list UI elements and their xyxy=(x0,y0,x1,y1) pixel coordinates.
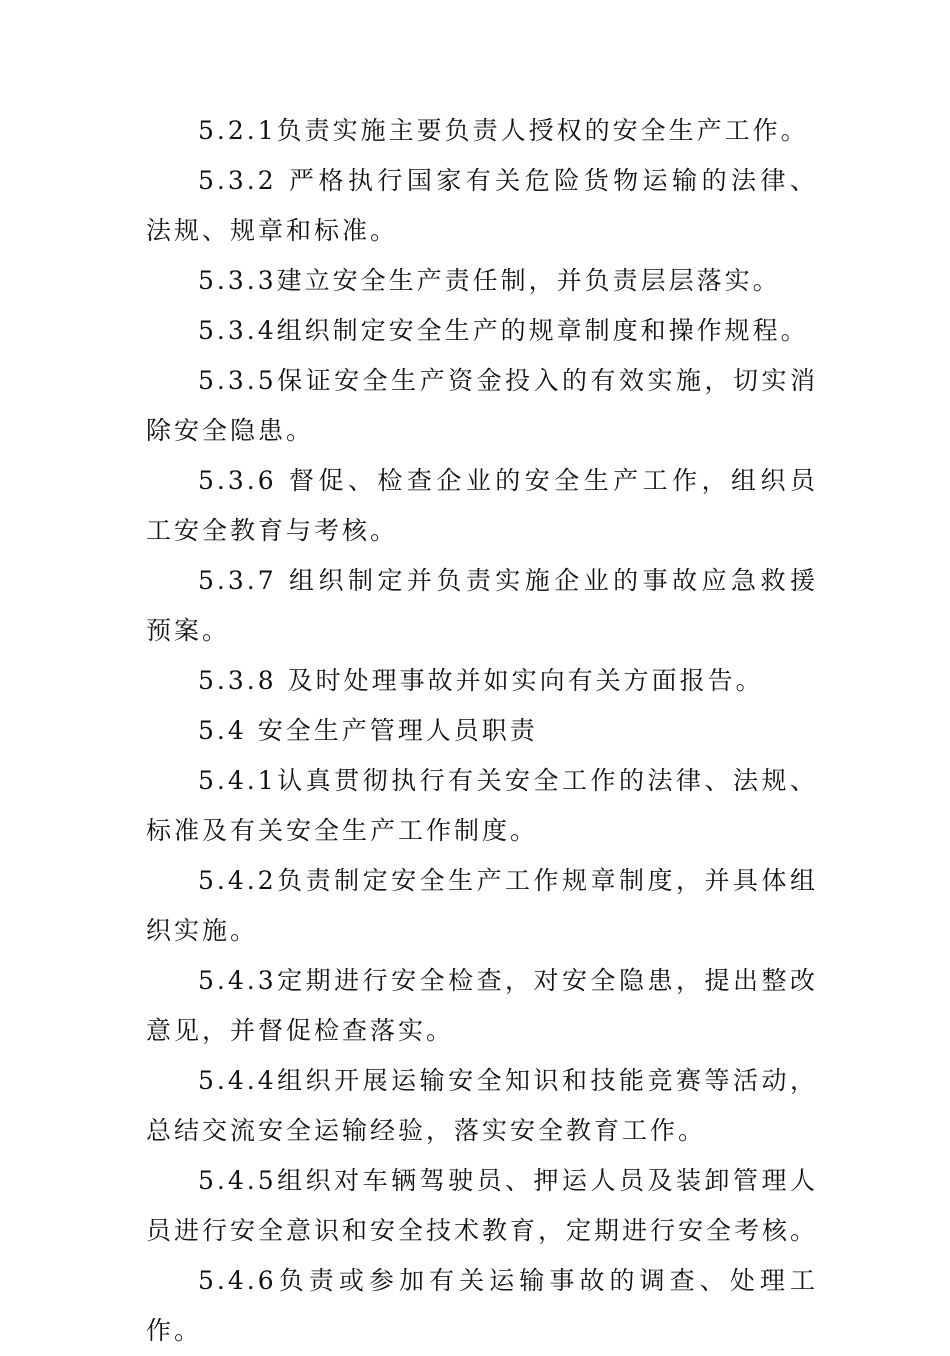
clause-number: 5.3.2 xyxy=(198,166,290,195)
clause-number: 5.4.2 xyxy=(198,866,277,895)
clause-text: 认真贯彻执行有关安全工作的法律、法规、标准及有关安全生产工作制度。 xyxy=(146,766,818,845)
clause-number: 5.3.6 xyxy=(198,466,290,495)
section-number: 5.4 xyxy=(198,716,258,745)
clause-text: 督促、检查企业的安全生产工作，组织员工安全教育与考核。 xyxy=(146,466,818,545)
paragraph-5-3-7 xyxy=(146,556,818,656)
clause-number: 5.4.5 xyxy=(198,1166,277,1195)
paragraph-5-4-6 xyxy=(146,1256,818,1356)
clause-text: 定期进行安全检查，对安全隐患，提出整改意见，并督促检查落实。 xyxy=(146,966,818,1045)
clause-text: 组织对车辆驾驶员、押运人员及装卸管理人员进行安全意识和安全技术教育，定期进行安全考核。 xyxy=(146,1166,819,1245)
paragraph-5-3-8 xyxy=(146,656,818,706)
clause-text: 保证安全生产资金投入的有效实施，切实消除安全隐患。 xyxy=(146,366,818,445)
clause-number: 5.4.6 xyxy=(198,1266,277,1295)
paragraph-5-4-5 xyxy=(146,1156,818,1256)
clause-number: 5.4.4 xyxy=(198,1066,277,1095)
clause-number: 5.4.3 xyxy=(198,966,277,995)
clause-text: 组织制定并负责实施企业的事故应急救援预案。 xyxy=(146,566,818,645)
paragraph-5-3-2 xyxy=(146,156,818,256)
paragraph-5-4-4 xyxy=(146,1056,818,1156)
clause-number: 5.4.1 xyxy=(198,766,277,795)
clause-number: 5.3.8 xyxy=(198,666,288,695)
clause-text: 负责实施主要负责人授权的安全生产工作。 xyxy=(276,116,809,145)
document-body xyxy=(146,106,818,1356)
paragraph-5-4-1 xyxy=(146,756,818,856)
paragraph-5-4-3 xyxy=(146,956,818,1056)
clause-number: 5.3.3 xyxy=(198,266,277,295)
paragraph-5-3-3 xyxy=(146,256,818,306)
paragraph-5-4-2 xyxy=(146,856,818,956)
clause-text: 及时处理事故并如实向有关方面报告。 xyxy=(287,666,764,695)
clause-number: 5.3.7 xyxy=(198,566,290,595)
clause-text: 建立安全生产责任制，并负责层层落实。 xyxy=(276,266,781,295)
paragraph-5-2-1 xyxy=(146,106,818,156)
clause-number: 5.3.4 xyxy=(198,316,277,345)
clause-text: 组织开展运输安全知识和技能竞赛等活动，总结交流安全运输经验，落实安全教育工作。 xyxy=(146,1066,818,1145)
section-title: 安全生产管理人员职责 xyxy=(257,716,538,745)
clause-text: 负责或参加有关运输事故的调查、处理工作。 xyxy=(146,1266,818,1345)
clause-text: 严格执行国家有关危险货物运输的法律、法规、规章和标准。 xyxy=(146,166,818,245)
paragraph-5-3-4 xyxy=(146,306,818,356)
clause-number: 5.3.5 xyxy=(198,366,277,395)
paragraph-5-3-6 xyxy=(146,456,818,556)
paragraph-5-3-5 xyxy=(146,356,818,456)
clause-text: 负责制定安全生产工作规章制度，并具体组织实施。 xyxy=(146,866,818,945)
clause-number: 5.2.1 xyxy=(198,116,277,145)
clause-text: 组织制定安全生产的规章制度和操作规程。 xyxy=(276,316,809,345)
section-heading-5-4 xyxy=(146,706,818,756)
